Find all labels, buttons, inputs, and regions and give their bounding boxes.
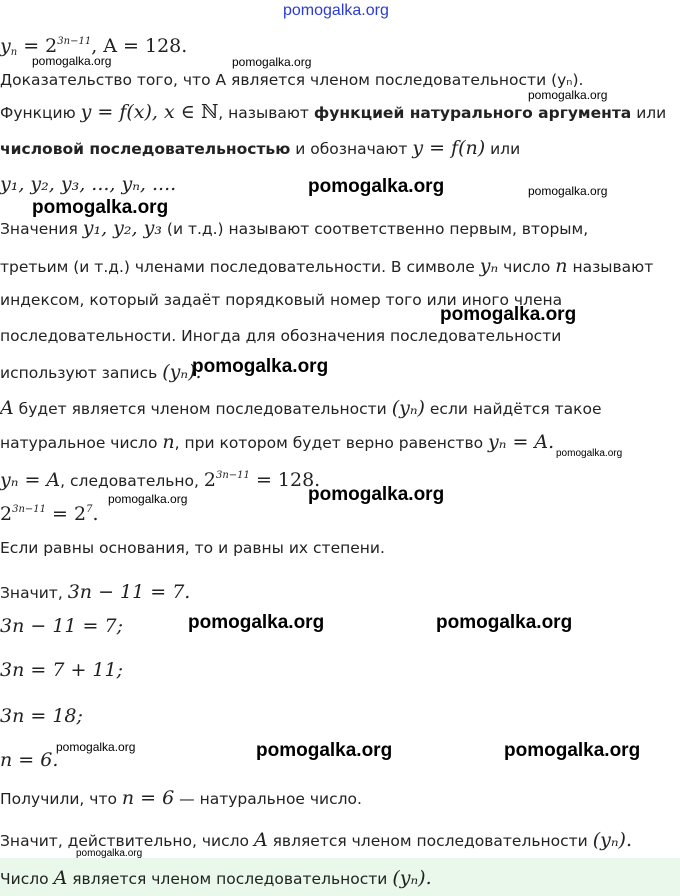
watermark: pomogalka.org — [32, 54, 112, 68]
cond-line-2: натуральное число n, при котором будет верно равенство yₙ = A. — [0, 431, 555, 453]
watermark: pomogalka.org — [232, 55, 312, 69]
step-4: n = 6. — [0, 749, 59, 771]
def-line-2: числовой последовательностью и обозначают y = f(n) или — [0, 137, 521, 159]
step-3: 3n = 18; — [0, 705, 83, 727]
para-line-3: индексом, который задаёт порядковый номер того или иного члена — [0, 291, 563, 309]
watermark: pomogalka.org — [528, 88, 608, 102]
watermark: pomogalka.org — [32, 197, 169, 218]
step-2: 3n = 7 + 11; — [0, 659, 123, 681]
intro-line: Доказательство того, что A является членом последовательности (yₙ). — [0, 71, 584, 89]
para-line-4: последовательности. Иногда для обозначения последовательности — [0, 327, 562, 345]
cond-line-1: A будет является членом последовательности (yₙ) если найдётся такое — [0, 397, 602, 419]
watermark: pomogalka.org — [256, 740, 393, 761]
answer-line: Число A является членом последовательности (yₙ). — [0, 867, 432, 889]
therefore-line: Значит, 3n − 11 = 7. — [0, 581, 191, 603]
watermark: pomogalka.org — [108, 492, 188, 506]
site-header-link[interactable]: pomogalka.org — [283, 2, 389, 19]
watermark: pomogalka.org — [440, 304, 577, 325]
para-line-1: Значения y₁, y₂, y₃ (и т.д.) называют соответственно первым, вторым, — [0, 217, 589, 239]
result-line: Получили, что n = 6 — натуральное число. — [0, 787, 362, 809]
watermark: pomogalka.org — [56, 740, 136, 754]
equation-line-1: yₙ = A, следовательно, $2^{3n-11} = 128$. — [0, 469, 321, 491]
watermark: pomogalka.org — [192, 356, 329, 377]
watermark: pomogalka.org — [528, 184, 608, 198]
para-line-5: используют запись (yₙ). — [0, 361, 202, 383]
equation-line-2: $2^{3n-11} = 2^7$. — [0, 503, 99, 525]
watermark: pomogalka.org — [556, 448, 623, 459]
watermark: pomogalka.org — [76, 848, 143, 859]
para-line-2: третьим (и т.д.) членами последовательности. В символе yₙ число n называют — [0, 255, 654, 277]
watermark: pomogalka.org — [436, 612, 573, 633]
sequence-notation: y₁, y₂, y₃, ..., yₙ, .... — [0, 173, 177, 195]
watermark: pomogalka.org — [308, 484, 445, 505]
watermark: pomogalka.org — [308, 176, 445, 197]
watermark: pomogalka.org — [188, 612, 325, 633]
conclusion-line: Значит, действительно, число A является членом последовательности (yₙ). — [0, 829, 632, 851]
def-line-1: Функцию y = f(x), x ∈ ℕ, называют функцией натурального аргумента или — [0, 101, 667, 123]
watermark: pomogalka.org — [504, 740, 641, 761]
rule-line: Если равны основания, то и равны их степени. — [0, 539, 385, 557]
step-1: 3n − 11 = 7; — [0, 615, 123, 637]
given-formula: $y_n = 2^{3n-11}$, A = 128. — [0, 35, 188, 58]
